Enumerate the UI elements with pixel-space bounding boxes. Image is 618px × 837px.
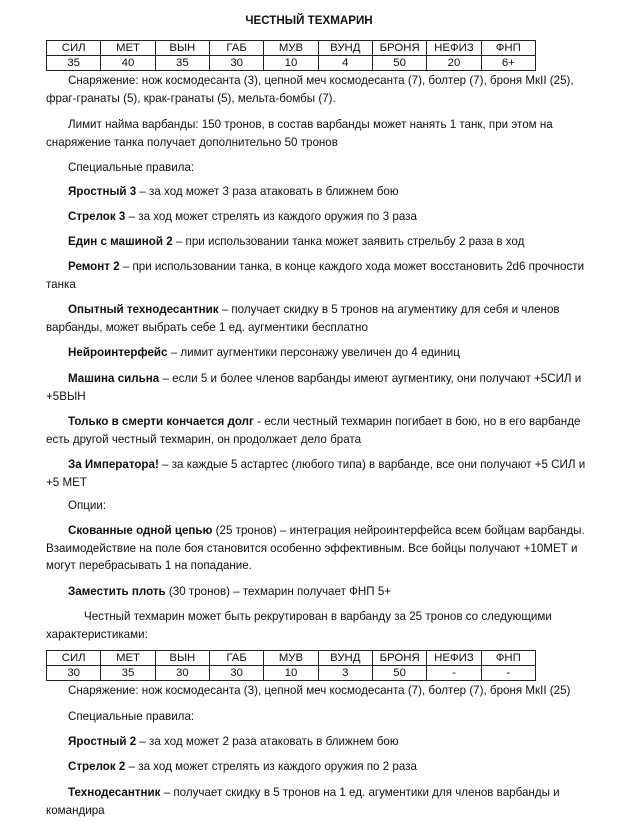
stat-value: 6+ [481,56,535,71]
stat-header: ВЫН [155,651,209,666]
rule-item [46,733,586,751]
stat-value: 20 [427,56,481,71]
stat-header: ВУНД [318,651,372,666]
rule-text: – лимит аугментики персонажу увеличен до 4 единиц [167,346,460,359]
stats-header-row [47,651,536,666]
rule-text: – за ход может стрелять из каждого оружия по 3 раза [125,210,417,223]
stat-header: МУВ [264,41,318,56]
option-item [46,522,586,575]
recruit-text: Честный техмарин может быть рекрутирован в варбанду за 25 тронов со следующими характеристиками: [46,610,552,641]
rule-name: Технодесантник [68,786,161,799]
option-text: (30 тронов) – техмарин получает ФНП 5+ [165,585,392,598]
stat-header: ГАБ [209,41,263,56]
stats-value-row [47,666,536,681]
stat-value: 30 [155,666,209,681]
stat-value: 35 [47,56,101,71]
special-rules-label: Специальные правила: [68,161,195,174]
rule-name: Опытный технодесантник [68,303,219,316]
stat-value: 4 [318,56,372,71]
stat-header: НЕФИЗ [427,651,481,666]
rule-name: Нейроинтерфейс [68,346,168,359]
option-item [46,583,586,601]
stat-header: МЕТ [101,41,155,56]
stat-value: 30 [209,666,263,681]
rule-item [46,456,586,491]
stat-value: 30 [209,56,263,71]
stats-table-recruit [46,650,536,681]
rule-item [46,258,586,293]
option-name: Скованные одной цепью [68,524,213,537]
rule-text: – при использовании танка может заявить стрельбу 2 раза в ход [172,235,525,248]
rule-item [46,233,586,251]
rule-name: Только в смерти кончается долг [68,415,254,428]
stat-value: - [481,666,535,681]
options-label: Опции: [68,499,107,512]
rule-text: – если 5 и более членов варбанды имеют аугментику, они получают +5СИЛ и +5ВЫН [46,372,582,403]
rule-name: Един с машиной 2 [68,235,173,248]
rule-item [46,758,586,776]
stat-header: СИЛ [47,651,101,666]
stat-value: 10 [264,666,318,681]
stat-header: ФНП [481,41,535,56]
hire-limit-text: Лимит найма варбанды: 150 тронов, в состав варбанды может нанять 1 танк, при этом на снаряжение танка получает дополнительно 50 тронов [46,118,553,149]
rule-text: – при использовании танка, в конце каждого хода может восстановить 2d6 прочности танка [46,260,585,291]
stat-value: 50 [372,56,426,71]
equipment-text: Снаряжение: нож космодесанта (3), цепной меч космодесанта (7), болтер (7), броня МкII (25), фраг-гранаты (5), крак-гранаты (5), мельта-бомбы (7). [46,74,574,105]
rule-text: – за каждые 5 астартес (любого типа) в варбанде, все они получают +5 СИЛ и +5 МЕТ [46,458,586,489]
stat-value: - [427,666,481,681]
stat-header: МЕТ [101,651,155,666]
stat-header: СИЛ [47,41,101,56]
stats-table-main [46,40,536,71]
rule-name: Стрелок 3 [68,210,126,223]
stat-header: МУВ [264,651,318,666]
stat-value: 3 [318,666,372,681]
rule-name: Яростный 2 [68,735,137,748]
rule-text: – получает скидку в 5 тронов на 1 ед. агументики для членов варбанды и командира [46,786,560,817]
rule-name: Яростный 3 [68,185,137,198]
rule-text: – за ход может 2 раза атаковать в ближнем бою [136,735,399,748]
rule-text: – за ход может стрелять из каждого оружия по 2 раза [125,760,417,773]
rule-item [46,413,586,448]
stats-value-row [47,56,536,71]
rule-text: – за ход может 3 раза атаковать в ближнем бою [136,185,399,198]
stat-value: 35 [155,56,209,71]
stat-header: ГАБ [209,651,263,666]
rule-text: - если честный техмарин погибает в бою, но в его варбанде есть другой честный техмарин, он продолжает дело брата [46,415,581,446]
stat-header: БРОНЯ [372,41,426,56]
rule-item [46,183,586,201]
stat-value: 10 [264,56,318,71]
stat-header: ФНП [481,651,535,666]
option-name: Заместить плоть [68,585,166,598]
stat-header: БРОНЯ [372,651,426,666]
rule-item [46,344,586,362]
stat-header: ВУНД [318,41,372,56]
rule-item [46,301,586,336]
stat-value: 50 [372,666,426,681]
stat-header: НЕФИЗ [427,41,481,56]
special-rules-label-recruit: Специальные правила: [68,710,195,723]
page-title: ЧЕСТНЫЙ ТЕХМАРИН [245,14,373,27]
rule-text: – получает скидку в 5 тронов на агументику для себя и членов варбанды, может выбрать себе 1 ед. аугментики бесплатно [46,303,560,334]
rule-item [46,370,586,405]
stat-header: ВЫН [155,41,209,56]
stat-value: 30 [47,666,101,681]
equipment-text-recruit: Снаряжение: нож космодесанта (3), цепной меч космодесанта (7), болтер (7), броня МкII (25) [68,684,571,697]
stats-header-row [47,41,536,56]
rule-name: За Императора! [68,458,159,471]
rule-name: Стрелок 2 [68,760,126,773]
stat-value: 35 [101,666,155,681]
rule-name: Ремонт 2 [68,260,120,273]
stat-value: 40 [101,56,155,71]
rule-item [46,784,586,819]
rule-item [46,208,586,226]
rule-name: Машина сильна [68,372,160,385]
option-text: (25 тронов) – интеграция нейроинтерфейса всем бойцам варбанды. Взаимодействие на поле боя становится особенно эффективным. Все бойцы получают +10МЕТ и могут перебрасывать 1 на попадание. [46,524,585,572]
